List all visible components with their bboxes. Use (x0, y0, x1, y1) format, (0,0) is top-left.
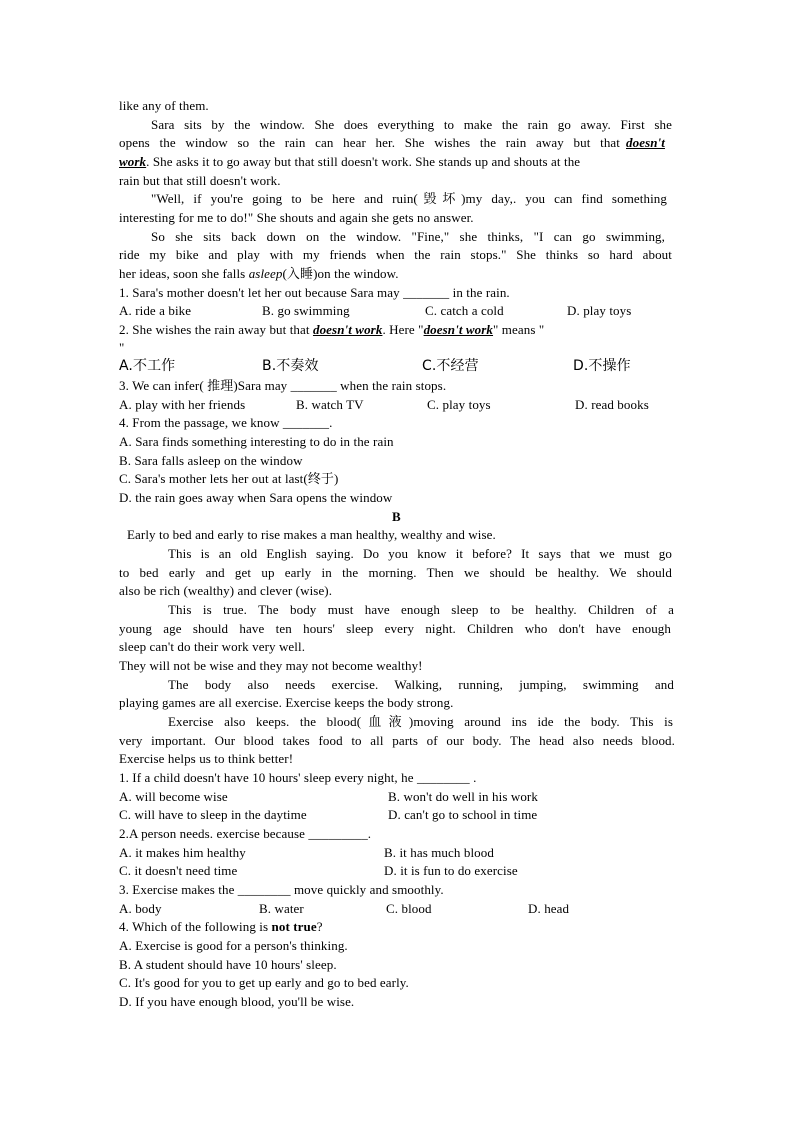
passage-line: Early to bed and early to rise makes a man healthy, wealthy and wise. (127, 527, 496, 542)
option: B. water (259, 901, 304, 916)
option: D. read books (575, 397, 649, 412)
option: C. catch a cold (425, 303, 504, 318)
passage-line: young age should have ten hours' sleep every night. Children who don't have enough (119, 621, 671, 636)
section-heading: B (392, 509, 401, 524)
option: B. watch TV (296, 397, 364, 412)
passage-line: This is true. The body must have enough sleep to be healthy. Children of a (168, 602, 674, 617)
option: D. If you have enough blood, you'll be wise. (119, 994, 355, 1009)
option: A. Sara finds something interesting to do in the rain (119, 434, 394, 449)
option: D.不操作 (573, 358, 631, 374)
option: C. blood (386, 901, 432, 916)
emphasis-text: doesn't (626, 135, 665, 150)
option: B. A student should have 10 hours' sleep. (119, 957, 337, 972)
option: C. will have to sleep in the daytime (119, 807, 307, 822)
question-stem: 1. If a child doesn't have 10 hours' sleep every night, he ________ . (119, 770, 477, 785)
option: A. Exercise is good for a person's thinking. (119, 938, 348, 953)
passage-line: "Well, if you're going to be here and ruin(毁坏)my day,. you can find something (151, 191, 667, 206)
passage-line: rain but that still doesn't work. (119, 173, 281, 188)
option: A. ride a bike (119, 303, 192, 318)
option: C. Sara's mother lets her out at last(终于) (119, 471, 339, 486)
option: B. won't do well in his work (388, 789, 538, 804)
option: B. Sara falls asleep on the window (119, 453, 303, 468)
option: D. can't go to school in time (388, 807, 538, 822)
passage-line: This is an old English saying. Do you know it before? It says that we must go (168, 546, 672, 561)
question-stem: 4. Which of the following is not true? (119, 919, 323, 934)
option: D. it is fun to do exercise (384, 863, 518, 878)
passage-line: They will not be wise and they may not become wealthy! (119, 658, 423, 673)
passage-line: The body also needs exercise. Walking, running, jumping, swimming and (168, 677, 674, 692)
emphasis-text: work (119, 154, 147, 169)
option: A. play with her friends (119, 397, 246, 412)
question-stem: 3. We can infer( 推理)Sara may _______ when the rain stops. (119, 378, 447, 393)
passage-line: Sara sits by the window. She does everything to make the rain go away. First she (151, 117, 672, 132)
option: C.不经营 (422, 358, 479, 374)
passage-line: ride my bike and play with my friends when the rain stops." She thinks so hard about (119, 247, 672, 262)
emphasis-text: doesn't work (423, 322, 494, 337)
passage-line: to bed early and get up early in the morning. Then we should be healthy. We should (119, 565, 672, 580)
option: A.不工作 (119, 358, 176, 374)
option: C. It's good for you to get up early and go to bed early. (119, 975, 409, 990)
passage-line: very important. Our blood takes food to all parts of our body. The head also needs blood. (119, 733, 675, 748)
question-stem: 2.A person needs. exercise because _________. (119, 826, 372, 841)
passage-line: sleep can't do their work very well. (119, 639, 306, 654)
option: C. play toys (427, 397, 491, 412)
question-stem: 3. Exercise makes the ________ move quickly and smoothly. (119, 882, 444, 897)
option: D. the rain goes away when Sara opens the window (119, 490, 393, 505)
passage-line: playing games are all exercise. Exercise keeps the body strong. (119, 695, 454, 710)
passage-line: work. She asks it to go away but that still doesn't work. She stands up and shouts at the (119, 154, 581, 169)
passage-line: interesting for me to do!" She shouts and again she gets no answer. (119, 210, 474, 225)
quote-mark: " (119, 340, 125, 355)
option: A. will become wise (119, 789, 228, 804)
question-stem: 1. Sara's mother doesn't let her out because Sara may _______ in the rain. (119, 285, 510, 300)
passage-line: like any of them. (119, 98, 209, 113)
option: D. head (528, 901, 570, 916)
passage-line: her ideas, soon she falls asleep(入睡)on the window. (119, 266, 399, 281)
passage-line: Exercise helps us to think better! (119, 751, 294, 766)
passage-line: opens the window so the rain can hear her. She wishes the rain away but that (119, 135, 620, 150)
passage-line: Exercise also keeps. the blood(血液)moving around ins ide the body. This is (168, 714, 673, 729)
passage-line: also be rich (wealthy) and clever (wise). (119, 583, 333, 598)
option: C. it doesn't need time (119, 863, 238, 878)
emphasis-text: doesn't work (312, 322, 383, 337)
option: A. it makes him healthy (119, 845, 246, 860)
question-stem: 4. From the passage, we know _______. (119, 415, 333, 430)
option: A. body (119, 901, 162, 916)
option: B. it has much blood (384, 845, 494, 860)
option: B. go swimming (262, 303, 350, 318)
option: B.不奏效 (262, 358, 319, 374)
passage-line: So she sits back down on the window. "Fine," she thinks, "I can go swimming, (151, 229, 665, 244)
question-stem: 2. She wishes the rain away but that doesn't work. Here "doesn't work" means " (119, 322, 545, 337)
option: D. play toys (567, 303, 632, 318)
